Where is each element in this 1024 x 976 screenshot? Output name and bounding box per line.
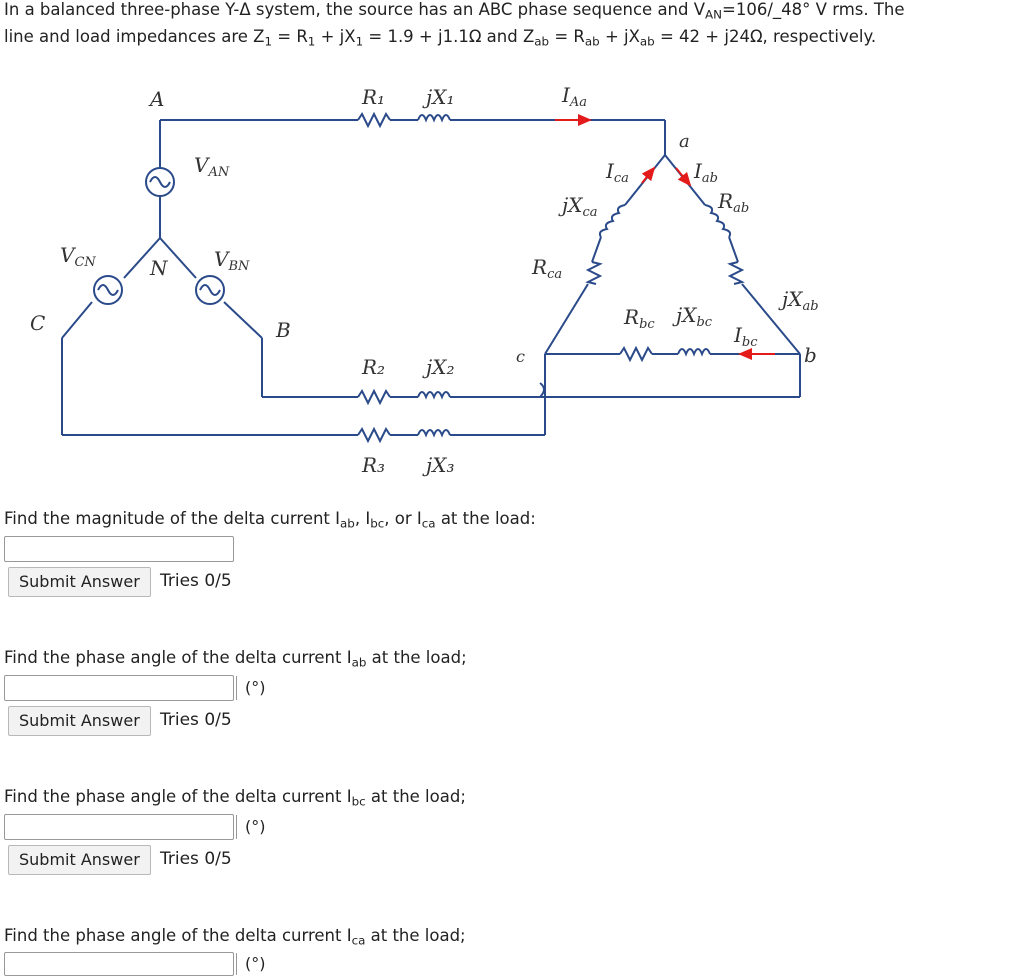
submit-answer-button-2[interactable]: Submit Answer bbox=[8, 706, 151, 736]
label-jxca: $jX_{ca}$ bbox=[562, 193, 598, 220]
question-2-text: Find the phase angle of the delta current $I_{ab}$ at the load; bbox=[4, 648, 467, 670]
node-label-N: N bbox=[150, 256, 168, 280]
unit-degrees-2: (°) bbox=[236, 676, 265, 700]
label-van: $V_{AN}$ bbox=[194, 153, 230, 180]
iab-angle-input[interactable] bbox=[4, 675, 234, 701]
label-iab: $I_{ab}$ bbox=[694, 159, 718, 186]
label-jx1: jX₁ bbox=[426, 85, 455, 109]
node-label-B: B bbox=[276, 318, 291, 342]
question-4-text: Find the phase angle of the delta current $I_{ca}$ at the load; bbox=[4, 926, 466, 948]
ibc-angle-input[interactable] bbox=[4, 814, 234, 840]
tries-counter-2: Tries 0/5 bbox=[160, 710, 232, 730]
label-r1: R₁ bbox=[362, 85, 386, 109]
unit-degrees-4: (°) bbox=[236, 953, 265, 975]
label-r2: R₂ bbox=[362, 355, 386, 379]
iab-arrow bbox=[676, 168, 690, 185]
submit-answer-button-3[interactable]: Submit Answer bbox=[8, 845, 151, 875]
label-ica: $I_{ca}$ bbox=[606, 159, 629, 186]
label-jx3: jX₃ bbox=[426, 453, 455, 477]
node-label-C: C bbox=[30, 311, 46, 335]
node-label-b: b bbox=[804, 343, 817, 367]
question-1-text: Find the magnitude of the delta current $I_{ab}$, $I_{bc}$, or $I_{ca}$ at the load: bbox=[4, 509, 536, 531]
ica-angle-input[interactable] bbox=[4, 952, 234, 976]
source-vcn-icon bbox=[94, 276, 122, 304]
label-vbn: $V_{BN}$ bbox=[214, 247, 250, 274]
node-label-a: a bbox=[679, 131, 690, 152]
magnitude-answer-input[interactable] bbox=[4, 536, 234, 562]
question-3-text: Find the phase angle of the delta current $I_{bc}$ at the load; bbox=[4, 787, 466, 809]
label-rab: $R_{ab}$ bbox=[718, 189, 750, 216]
submit-answer-button-1[interactable]: Submit Answer bbox=[8, 567, 151, 597]
label-vcn: $V_{CN}$ bbox=[60, 243, 96, 270]
label-jx2: jX₂ bbox=[426, 355, 455, 379]
label-jxab: $jX_{ab}$ bbox=[782, 287, 819, 314]
node-label-A: A bbox=[150, 87, 165, 111]
problem-line-1: In a balanced three-phase Y-Δ system, the source has an ABC phase sequence and $V_{AN}=106/\_48^\circ$ V rms. The bbox=[4, 0, 905, 22]
source-vbn-icon bbox=[196, 276, 224, 304]
tries-counter-1: Tries 0/5 bbox=[160, 571, 232, 591]
label-ibc: $I_{bc}$ bbox=[734, 323, 758, 350]
source-van-icon bbox=[146, 168, 174, 196]
label-r3: R₃ bbox=[362, 453, 386, 477]
label-rca: $R_{ca}$ bbox=[532, 255, 563, 282]
ica-arrow bbox=[642, 168, 654, 183]
circuit-wires bbox=[62, 114, 800, 441]
problem-line-2: line and load impedances are $Z_1 = R_1 + jX_1 = 1.9 + j1.1\Omega$ and $Z_{ab} = R_{ab} + jX_{ab} = 42 + j24\Omega$, respectively. bbox=[4, 27, 877, 49]
label-rbc: $R_{bc}$ bbox=[624, 305, 655, 332]
label-jxbc: $jX_{bc}$ bbox=[676, 303, 713, 330]
node-label-c: c bbox=[516, 347, 525, 366]
unit-degrees-3: (°) bbox=[236, 815, 265, 839]
label-iaa: $I_{Aa}$ bbox=[562, 83, 588, 110]
tries-counter-3: Tries 0/5 bbox=[160, 849, 232, 869]
